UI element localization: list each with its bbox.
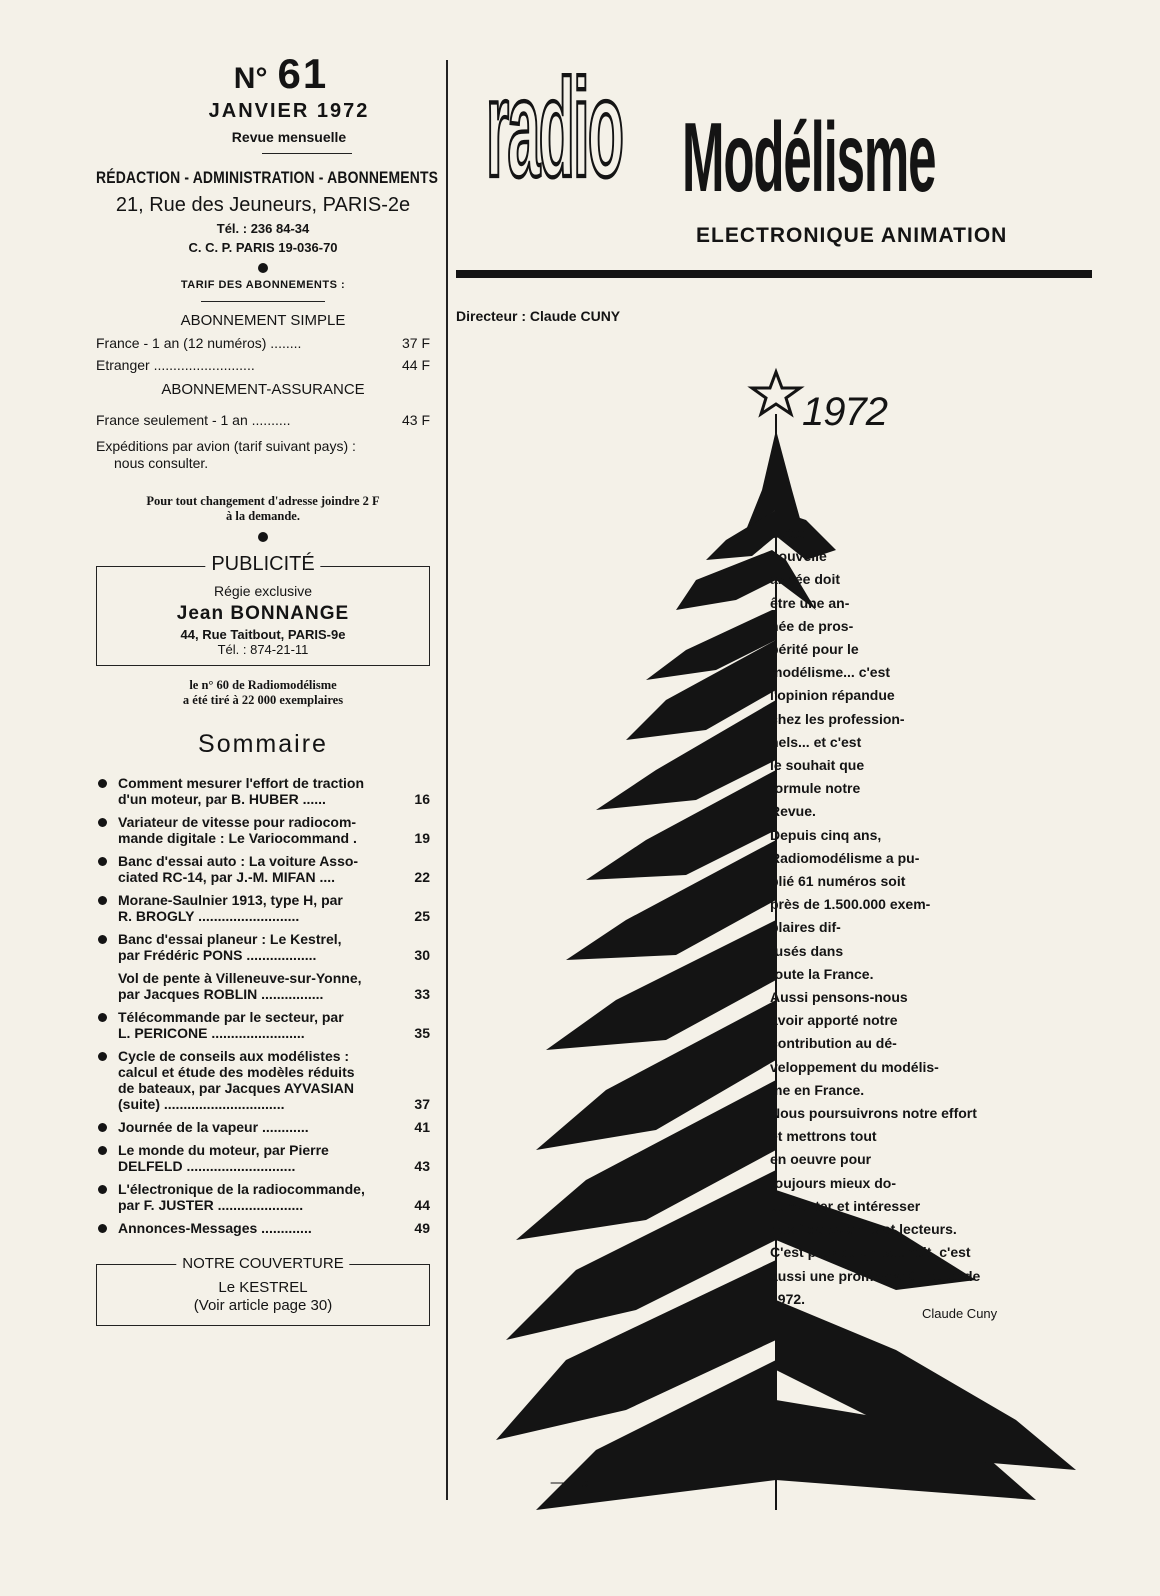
sommaire-item-text: DELFELD ............................ [118,1158,296,1174]
sommaire-item [96,1119,430,1135]
bullet-separator [258,532,268,542]
sommaire-item-page: 44 [414,1197,430,1213]
sommaire-item-line: Vol de pente à Villeneuve-sur-Yonne, [118,970,362,986]
bullet-separator [258,263,268,273]
couverture-title: NOTRE COUVERTURE [176,1255,349,1272]
editorial-line: Nous poursuivrons notre effort [770,1105,977,1122]
sommaire-item-text: ciated RC-14, par J.-M. MIFAN .... [118,869,336,885]
editorial-line: avoir apporté notre [770,1012,898,1029]
change-address-note: Pour tout changement d'adresse joindre 2 F à la demande. [146,494,380,523]
editorial-line: être une an- [770,594,850,611]
editorial-year: 1972 [802,390,887,434]
sommaire-item-page: 41 [414,1119,430,1135]
sommaire-item-last-line [118,1220,430,1236]
sommaire-item-page: 43 [414,1158,430,1174]
column-divider [446,60,448,1500]
sommaire-item [96,970,430,1002]
sommaire-item-line: Cycle de conseils aux modélistes : [118,1048,350,1064]
sommaire-item-page: 37 [414,1096,430,1112]
sommaire-item [96,892,430,924]
sommaire-item-text: d'un moteur, par B. HUBER ...... [118,791,326,807]
editorial-line: l'opinion répandue [770,687,895,704]
editorial-signature: Claude Cuny [922,1306,998,1321]
editorial-line: fusés dans [770,942,844,959]
star-icon [752,372,800,414]
sommaire-item-text: Journée de la vapeur ............ [118,1119,309,1135]
sommaire-item-text: par F. JUSTER ...................... [118,1197,304,1213]
editorial-line: Cette [770,525,806,541]
tarif-line-france: France - 1 an (12 numéros) ........ 37 F [96,335,430,351]
sommaire-item [96,775,430,807]
editorial-line: 1972. [770,1290,806,1307]
sommaire-item-page: 25 [414,908,430,924]
sommaire-item [96,931,430,963]
editorial-line: blié 61 numéros soit [770,873,906,890]
masthead-radio: radio [486,51,623,207]
editorial-line: C'est plus qu'un souhait, c'est [770,1244,971,1261]
sommaire-item-page: 19 [414,830,430,846]
editorial-line: Revue. [770,803,816,820]
page-number: — 15 — [550,1474,610,1491]
couverture-line-2: (Voir article page 30) [193,1297,333,1314]
sommaire-item-line: Morane-Saulnier 1913, type H, par [118,892,343,908]
editorial-line: en oeuvre pour [770,1151,872,1168]
avion-note: Expéditions par avion (tarif suivant pays) : nous consulter. [96,438,356,471]
editorial-line: nels... et c'est [770,733,862,750]
editorial-line: née de pros- [770,617,854,634]
editorial-line: Aussi pensons-nous [770,989,908,1006]
sommaire-item-line: de bateaux, par Jacques AYVASIAN [118,1080,355,1096]
editorial-line: Radiomodélisme a pu- [770,849,920,866]
editorial-line: veloppement du modélis- [770,1058,939,1075]
masthead-rule [456,270,1092,278]
sommaire-item-text: par Frédéric PONS .................. [118,947,317,963]
sommaire-item-text: par Jacques ROBLIN ................ [118,986,324,1002]
editorial-line: aussi une promesse à l'aube de [770,1267,981,1284]
sommaire-item-last-line [118,1096,430,1112]
editorial-line: toute la France. [770,965,874,982]
sommaire-item-last-line [118,908,430,924]
sommaire-item-page: 33 [414,986,430,1002]
sommaire-item [96,814,430,846]
sommaire-item-line: Le monde du moteur, par Pierre [118,1142,329,1158]
editorial-line: plaires dif- [770,919,841,936]
regie-label: Régie exclusive [213,583,313,599]
editorial-line: nouvelle [770,548,827,565]
divider [201,301,325,302]
editorial-line: modélisme... c'est [770,664,891,681]
editorial-line: près de 1.500.000 exem- [770,896,931,913]
editorial-line: nos fidèles amis et lecteurs. [770,1221,957,1238]
sommaire-item-page: 30 [414,947,430,963]
regie-address: 44, Rue Taitbout, PARIS-9e [180,627,346,642]
right-column [456,51,1096,1500]
publicite-title: PUBLICITÉ [205,553,320,576]
sommaire-item-last-line [118,1025,430,1041]
tarif-heading: TARIF DES ABONNEMENTS : [180,279,346,291]
sommaire-item-last-line [118,986,430,1002]
sommaire-item-page: 35 [414,1025,430,1041]
editorial-line: le souhait que [770,757,865,774]
sommaire-title: Sommaire [198,730,328,758]
abonnement-simple-title: ABONNEMENT SIMPLE [180,312,346,329]
sommaire-item-line: Variateur de vitesse pour radiocom- [118,814,357,830]
sommaire-item [96,1009,430,1041]
sommaire-item-page: 16 [414,791,430,807]
director-line: Directeur : Claude CUNY [456,308,621,324]
issue-number: N° 61 [233,50,329,97]
sommaire-item-line: Banc d'essai auto : La voiture Asso- [118,853,359,869]
editorial-line: et mettrons tout [770,1128,877,1145]
editorial-line: contribution au dé- [770,1035,897,1052]
editorial-line: cumenter et intéresser [770,1197,921,1214]
sommaire-item-line: L'électronique de la radiocommande, [118,1181,365,1197]
divider [262,153,352,154]
regie-name: Jean BONNANGE [176,603,350,624]
sommaire-item-last-line [118,1158,430,1174]
sommaire-item-text: R. BROGLY .......................... [118,908,300,924]
issue-date: JANVIER 1972 [208,100,370,122]
sommaire-item [96,1048,430,1112]
masthead-modelisme: Modélisme [682,101,936,213]
left-column [96,50,439,1326]
editorial-line: Depuis cinq ans, [770,826,882,843]
editorial-line: formule notre [770,780,861,797]
editor-address: 21, Rue des Jeuneurs, PARIS-2e [115,194,411,216]
sommaire-item-page: 49 [414,1220,430,1236]
editorial-line: périté pour le [770,641,859,658]
abonnement-assurance-title: ABONNEMENT-ASSURANCE [161,381,365,398]
sommaire-item [96,1220,430,1236]
publicite-box [96,553,430,666]
sommaire-item [96,853,430,885]
sommaire-item-line: Télécommande par le secteur, par [118,1009,344,1025]
editor-tel: Tél. : 236 84-34 [216,221,310,236]
sommaire-item-last-line [118,830,430,846]
sommaire-item-last-line [118,869,430,885]
periodicity: Revue mensuelle [231,129,347,145]
sommaire-item-text: L. PERICONE ........................ [118,1025,305,1041]
regie-tel: Tél. : 874-21-11 [217,642,309,657]
sommaire-item-text: mande digitale : Le Variocommand . [118,830,357,846]
sommaire-item-line: calcul et étude des modèles réduits [118,1064,355,1080]
redaction-heading: RÉDACTION - ADMINISTRATION - ABONNEMENTS [96,168,439,187]
tarif-line-etranger: Etranger .......................... 44 F [96,357,430,373]
editorial-line: toujours mieux do- [770,1174,896,1191]
masthead [456,51,1096,270]
sommaire-item-text: Annonces-Messages ............. [118,1220,312,1236]
editorial-line: année doit [770,571,841,588]
tarif-line-assurance: France seulement - 1 an .......... 43 F [96,412,430,428]
sommaire-item-last-line [118,1197,430,1213]
editorial-line: me en France. [770,1081,865,1098]
editor-ccp: C. C. P. PARIS 19-036-70 [188,240,338,255]
sommaire-item-text: (suite) ............................... [118,1096,285,1112]
couverture-box [96,1255,430,1326]
sommaire-list [96,775,430,1236]
sommaire-item-page: 22 [414,869,430,885]
sommaire-item [96,1142,430,1174]
editorial-line: chez les profession- [770,710,905,727]
sommaire-item-last-line [118,1119,430,1135]
tirage-note: le n° 60 de Radiomodélisme a été tiré à 22 000 exemplaires [182,678,344,707]
sommaire-item-last-line [118,791,430,807]
masthead-subtitle: ELECTRONIQUE ANIMATION [696,224,1008,247]
couverture-line-1: Le KESTREL [218,1279,308,1296]
sommaire-item-line: Comment mesurer l'effort de traction [118,775,365,791]
editorial-text [770,522,1070,1311]
sommaire-item-line: Banc d'essai planeur : Le Kestrel, [118,931,342,947]
sommaire-item [96,1181,430,1213]
sommaire-item-last-line [118,947,430,963]
